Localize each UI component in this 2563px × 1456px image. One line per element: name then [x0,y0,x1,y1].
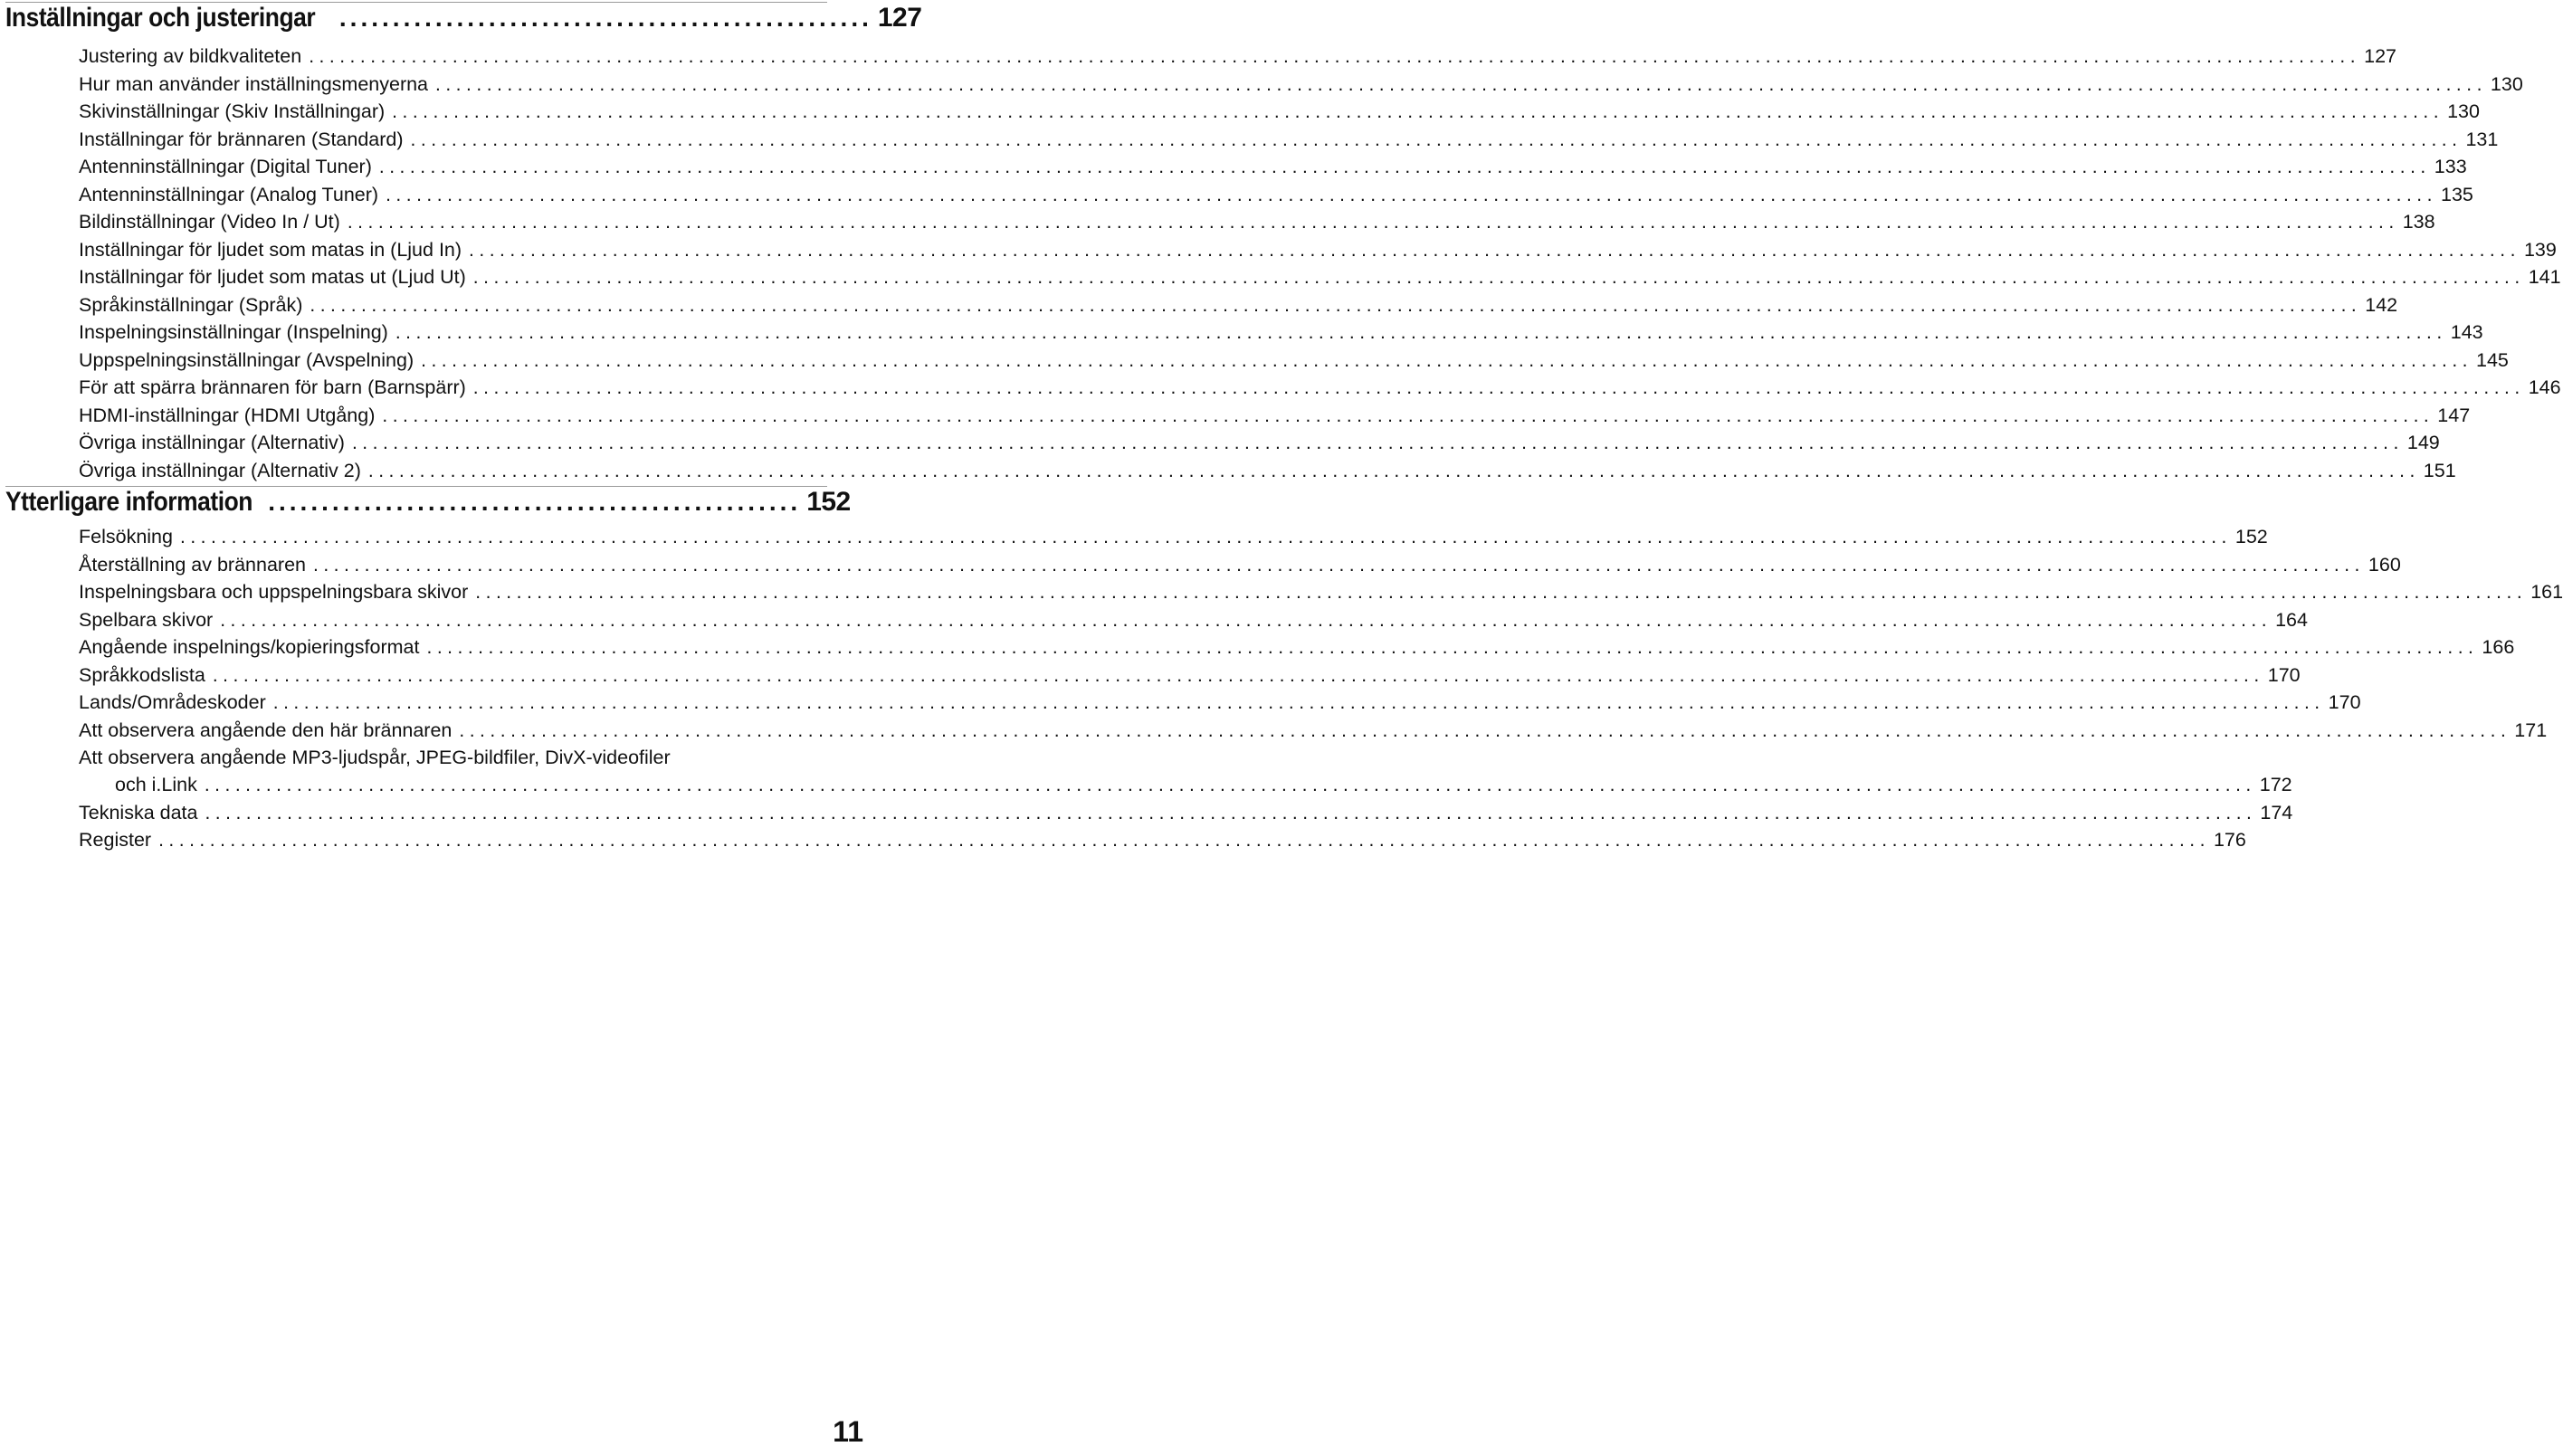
toc-entry[interactable] [79,319,2483,347]
toc-entry-title: Inställningar för brännaren (Standard) [79,128,404,150]
dot-leader: ........................................................................................................................................................................................................ [205,802,2257,823]
dot-leader: ........................................................................................................................................................................................................ [410,128,2463,150]
dot-leader: ........................................................................................................................................................................................................ [475,582,2528,603]
toc-entry-page: 174 [2260,801,2293,823]
toc-entry[interactable] [79,717,2548,745]
toc-entry[interactable] [79,689,2361,717]
toc-entry[interactable] [79,263,2561,291]
dot-leader: ........................................................................................................................................................................................................ [386,184,2437,205]
toc-entry-title: Tekniska data [79,801,198,823]
toc-entry-page: 130 [2447,100,2480,122]
dot-leader: ........................................................................................................................................................................................................ [435,73,2487,95]
section-heading-page: 127 [877,3,922,33]
dot-leader: .................................................. [268,488,802,516]
toc-entry-page: 138 [2402,211,2435,233]
toc-entry[interactable] [79,661,2301,690]
dot-leader: ........................................................................................................................................................................................................ [459,719,2511,741]
toc-entry[interactable] [79,551,2401,579]
toc-entry-title: Angående inspelnings/kopieringsformat [79,636,420,658]
toc-entry-page: 143 [2450,321,2483,343]
dot-leader: ........................................................................................................................................................................................................ [472,267,2525,288]
toc-entry-page: 147 [2437,404,2471,426]
dot-leader: ........................................................................................................................................................................................................ [395,322,2447,343]
toc-entry-title-continuation: och i.Link [115,774,197,795]
toc-entry-page: 160 [2368,553,2401,576]
toc-entry[interactable] [79,633,2515,661]
dot-leader: .................................................. [338,4,872,32]
dot-leader: ........................................................................................................................................................................................................ [212,664,2264,686]
toc-entry-title: Övriga inställningar (Alternativ 2) [79,459,361,481]
toc-entry-title: Inställningar för ljudet som matas in (Ljud In) [79,238,462,261]
toc-entry-page: 145 [2476,348,2509,371]
page-number: 11 [833,1415,863,1448]
section-heading-title: Ytterligare information [5,487,252,517]
toc-entry-title: Att observera angående MP3-ljudspår, JPEG-bildfiler, DivX-videofiler [79,747,671,768]
toc-entry-page: 127 [2364,45,2396,67]
toc-entry-page: 146 [2528,376,2561,398]
toc-entry-title: För att spärra brännaren för barn (Barnspärr) [79,376,466,398]
toc-entry-title: Felsökning [79,526,173,547]
toc-entry[interactable] [79,98,2480,126]
toc-entry-title: Spelbara skivor [79,608,214,631]
toc-entry-page: 130 [2490,72,2523,95]
toc-entry[interactable] [79,71,2523,99]
toc-entry-page: 141 [2528,266,2561,288]
toc-entry-title: Inställningar för ljudet som matas ut (Ljud Ut) [79,266,466,288]
toc-entry[interactable] [79,606,2308,634]
dot-leader: ........................................................................................................................................................................................................ [204,775,2256,795]
toc-entry[interactable] [79,153,2467,181]
toc-entry-page: 133 [2434,156,2467,177]
toc-entry-title: Antenninställningar (Analog Tuner) [79,183,379,205]
dot-leader: ........................................................................................................................................................................................................ [472,377,2525,398]
toc-entry-page: 170 [2328,691,2361,713]
dot-leader: ........................................................................................................................................................................................................ [421,349,2473,371]
toc-entry-title: Språkkodslista [79,663,205,686]
toc-entry-page: 176 [2213,829,2246,851]
dot-leader: ........................................................................................................................................................................................................ [220,609,2272,631]
dot-leader: ........................................................................................................................................................................................................ [313,554,2365,576]
toc-entry[interactable] [79,826,2246,854]
dot-leader: ........................................................................................................................................................................................................ [392,101,2444,122]
dot-leader: ........................................................................................................................................................................................................ [382,404,2434,426]
toc-section-settings [5,2,2561,484]
dot-leader: ........................................................................................................................................................................................................ [347,212,2399,233]
toc-entry[interactable] [79,347,2509,375]
toc-entry-page: 142 [2365,293,2398,316]
toc-entry-title: Register [79,829,152,851]
toc-entry[interactable] [79,291,2398,319]
dot-leader: ........................................................................................................................................................................................................ [310,294,2362,316]
toc-entry-title: Återställning av brännaren [79,553,306,576]
toc-entry-list [79,43,2561,484]
toc-entry-title: Att observera angående den här brännaren [79,718,453,741]
toc-entry[interactable] [79,523,2268,551]
dot-leader: ........................................................................................................................................................................................................ [179,527,2232,547]
toc-entry[interactable] [79,181,2473,209]
section-heading [5,3,922,43]
toc-entry[interactable] [79,744,827,771]
dot-leader: ........................................................................................................................................................................................................ [272,692,2325,713]
toc-entry[interactable] [79,402,2471,430]
toc-entry[interactable] [79,374,2561,402]
toc-entry-page: 131 [2465,128,2499,150]
dot-leader: ........................................................................................................................................................................................................ [309,46,2361,67]
toc-entry-title: Justering av bildkvaliteten [79,45,302,67]
dot-leader: ........................................................................................................................................................................................................ [469,239,2520,261]
toc-entry-page: 152 [2234,526,2268,547]
toc-entry-page: 139 [2523,238,2557,261]
toc-entry-title: Antenninställningar (Digital Tuner) [79,156,372,177]
toc-entry-title: Lands/Områdeskoder [79,691,266,713]
toc-entry[interactable] [79,236,2557,264]
toc-section-more-info [5,486,2563,854]
toc-entry[interactable] [79,578,2563,606]
toc-entry-title: Språkinställningar (Språk) [79,293,303,316]
toc-entry-page: 161 [2530,581,2563,603]
dot-leader: ........................................................................................................................................................................................................ [426,637,2479,658]
toc-entry-continuation[interactable] [79,771,2292,799]
toc-entry-title: Skivinställningar (Skiv Inställningar) [79,100,386,122]
toc-entry-page: 135 [2440,183,2473,205]
toc-entry[interactable] [79,208,2435,236]
section-heading-page: 152 [806,487,851,517]
toc-entry[interactable] [79,457,2456,485]
toc-entry[interactable] [79,126,2499,154]
toc-entry[interactable] [79,799,2293,827]
section-heading [5,487,851,523]
toc-entry[interactable] [79,429,2440,457]
toc-entry-list [79,523,2563,854]
toc-entry-page: 164 [2275,608,2308,631]
toc-entry-title: Hur man använder inställningsmenyerna [79,72,429,95]
toc-entry-title: Inspelningsbara och uppspelningsbara skivor [79,581,469,603]
toc-entry-page: 171 [2514,718,2548,741]
dot-leader: ........................................................................................................................................................................................................ [378,157,2431,177]
toc-entry-page: 170 [2267,663,2301,686]
toc-entry-title: Inspelningsinställningar (Inspelning) [79,321,388,343]
toc-entry-page: 149 [2406,432,2440,453]
section-heading-title: Inställningar och justeringar [5,3,316,33]
toc-entry-page: 151 [2423,459,2456,481]
dot-leader: ........................................................................................................................................................................................................ [158,830,2210,851]
toc-entry-page: 172 [2259,774,2292,795]
toc-entry-title: Bildinställningar (Video In / Ut) [79,211,340,233]
toc-entry-title: Övriga inställningar (Alternativ) [79,432,345,453]
dot-leader: ........................................................................................................................................................................................................ [351,433,2404,453]
toc-entry-page: 166 [2482,636,2515,658]
toc-entry-title: HDMI-inställningar (HDMI Utgång) [79,404,376,426]
toc-entry-title: Uppspelningsinställningar (Avspelning) [79,348,414,371]
toc-entry[interactable] [79,43,2396,71]
dot-leader: ........................................................................................................................................................................................................ [367,460,2420,481]
